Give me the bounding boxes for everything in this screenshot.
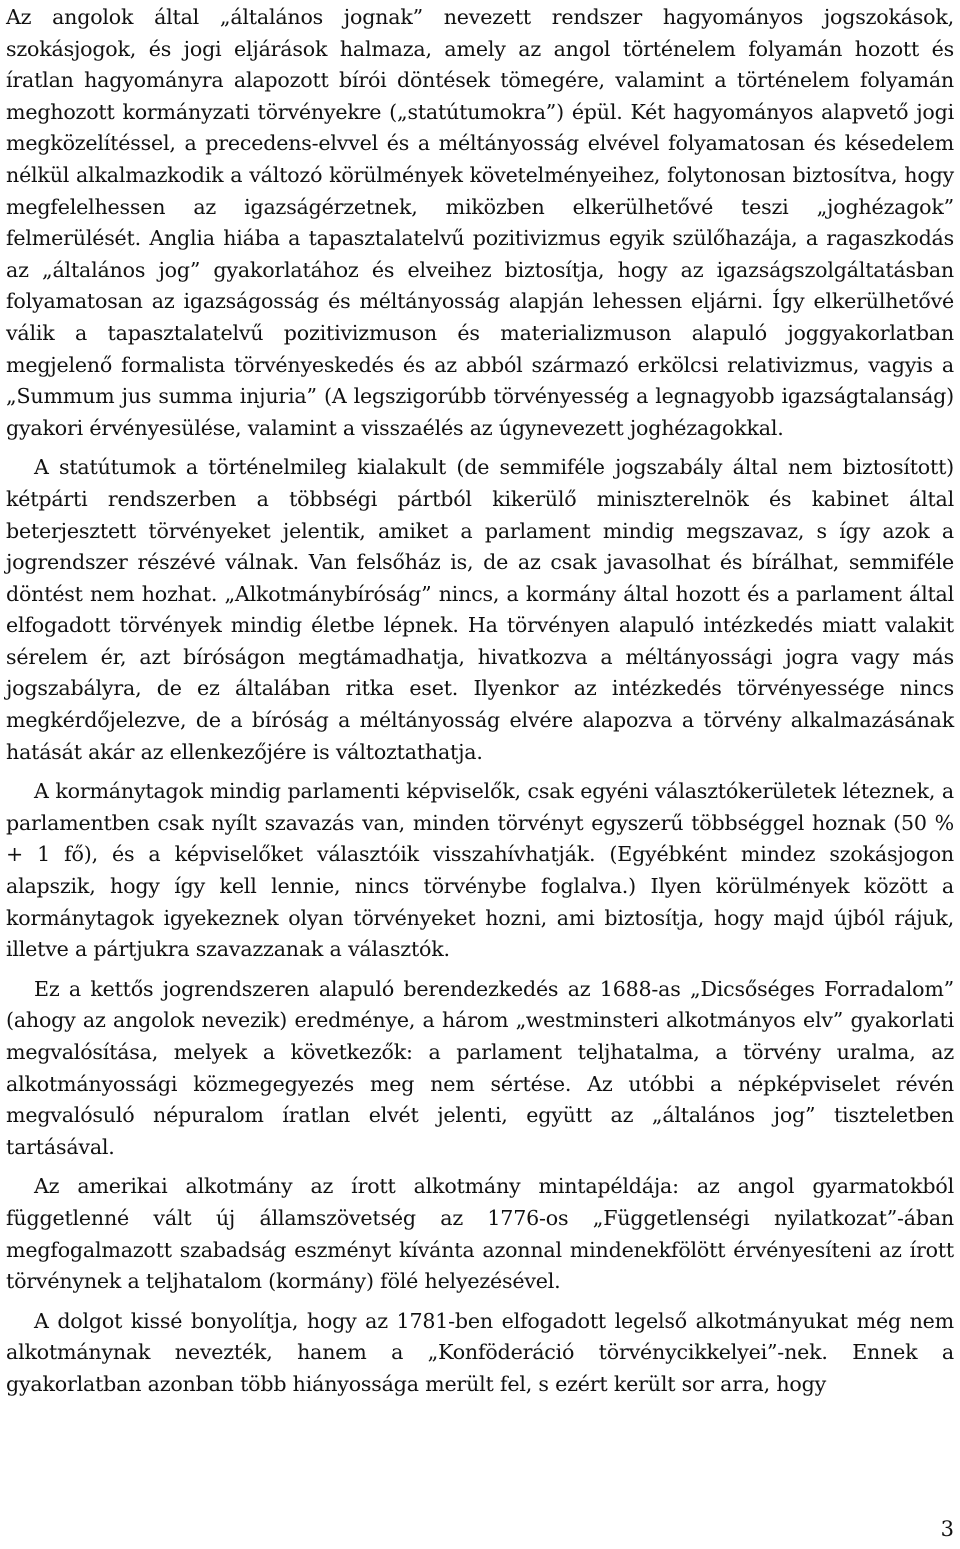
paragraph-statutes: A statútumok a történelmileg kialakult (de semmiféle jogszabály által nem biztosított) kétpárti rendszerben a többségi pártból kikerülő miniszterelnök és kabinet által beterjesztett törvényeket jelentik, amiket a parlament mindig megszavaz, s így azok a jogrendszer részévé válnak. Van felsőház is, de az csak javasolhat és bírálhat, semmiféle döntést nem hozhat. „Alkotmánybíróság” nincs, a kormány által hozott és a parlament által elfogadott törvények mindig életbe lépnek. Ha törvényen alapuló intézkedés miatt valakit sérelem ér, azt bíróságon megtámadhatja, hivatkozva a méltányossági jogra vagy más jogszabályra, de ez általában ritka eset. Ilyenkor az intézkedés törvényessége nincs megkérdőjelezve, de a bíróság a méltányosság elvére alapozva a törvény alkalmazásának hatását akár az ellenkezőjére is változtathatja.	[6, 455, 954, 764]
paragraph-confederation-articles: A dolgot kissé bonyolítja, hogy az 1781-ben elfogadott legelső alkotmányukat még nem alkotmánynak nevezték, hanem a „Konföderáció törvénycikkelyei”-nek. Ennek a gyakorlatban azonban több hiányossága merült fel, s ezért került sor arra, hogy	[6, 1308, 954, 1396]
paragraph-american-constitution: Az amerikai alkotmány az írott alkotmány mintapéldája: az angol gyarmatokból függetlenné vált új államszövetség az 1776-os „Függetlenségi nyilatkozat”-ában megfogalmazott szabadság eszményt kívánta azonnal mindenekfölött érvényesíteni az írott törvénynek a teljhatalom (kormány) fölé helyezésével.	[6, 1174, 954, 1294]
page-number: 3	[940, 1517, 954, 1541]
paragraph-glorious-revolution: Ez a kettős jogrendszeren alapuló berendezkedés az 1688-as „Dicsőséges Forradalom” (ahogy az angolok nevezik) eredménye, a három „westminsteri alkotmányos elv” gyakorlati megvalósítása, melyek a következők: a parlament teljhatalma, a törvény uralma, az alkotmányossági közmegegyezés meg nem sértése. Az utóbbi a népképviselet révén megvalósuló népuralom íratlan elvét jelenti, együtt az „általános jog” tiszteletben tartásával.	[6, 976, 954, 1159]
paragraph-general-law: Az angolok által „általános jognak” nevezett rendszer hagyományos jogszokások, szokásjogok, és jogi eljárások halmaza, amely az angol történelem folyamán hozott és íratlan hagyományra alapozott bírói döntések tömegére, valamint a történelem folyamán meghozott kormányzati törvényekre („statútumokra”) épül. Két hagyományos alapvető jogi megközelítéssel, a precedens-elvvel és a méltányosság elvével folyamatosan és késedelem nélkül alkalmazkodik a változó körülmények követelményeihez, folytonosan biztosítva, hogy megfelelhessen az igazságérzetnek, miközben elkerülhetővé teszi „joghézagok” felmerülését. Anglia hiába a tapasztalatelvű pozitivizmus egyik szülőhazája, a ragaszkodás az „általános jog” gyakorlatához és elveihez biztosítja, hogy az igazságszolgáltatásban folyamatosan az igazságosság és méltányosság alapján lehessen eljárni. Így elkerülhetővé válik a tapasztalatelvű pozitivizmuson és materializmuson alapuló joggyakorlatban megjelenő formalista törvényeskedés és az abból származó erkölcsi relativizmus, vagyis a „Summum jus summa injuria” (A legszigorúbb törvényesség a legnagyobb igazságtalanság) gyakori érvényesülése, valamint a visszaélés az úgynevezett joghézagokkal.	[6, 5, 954, 440]
paragraph-government-members: A kormánytagok mindig parlamenti képviselők, csak egyéni választókerületek léteznek, a parlamentben csak nyílt szavazás van, minden törvényt egyszerű többséggel hoznak (50 % + 1 fő), és a képviselőket választóik visszahívhatják. (Egyébként mindez szokásjogon alapszik, hogy így kell lennie, nincs törvénybe foglalva.) Ilyen körülmények között a kormánytagok igyekeznek olyan törvényeket hozni, ami biztosítja, hogy majd újból rájuk, illetve a pártjukra szavazzanak a választók.	[6, 779, 954, 962]
document-body	[6, 2, 954, 1409]
